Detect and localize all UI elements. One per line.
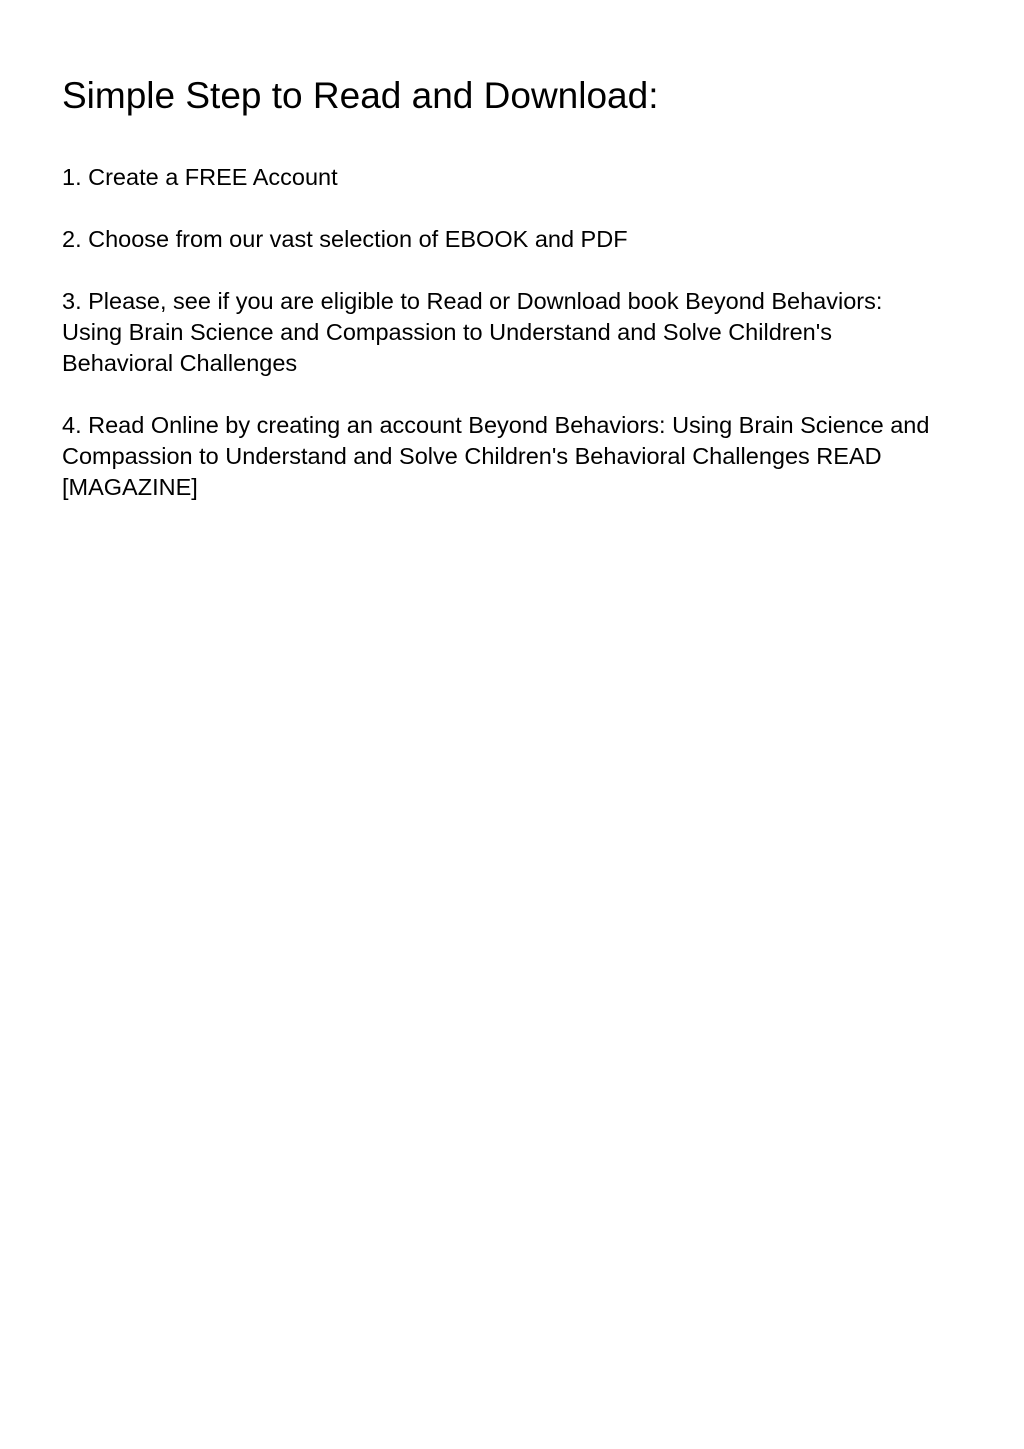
step-check-eligibility: 3. Please, see if you are eligible to Read or Download book Beyond Behaviors: Using Brain Science and Compassion to Understand and Solve Children's Behavioral Challenges (62, 288, 883, 376)
page-title: Simple Step to Read and Download: (62, 75, 659, 116)
step-create-account: 1. Create a FREE Account (62, 164, 338, 190)
step-choose-selection: 2. Choose from our vast selection of EBOOK and PDF (62, 226, 628, 252)
step-read-online: 4. Read Online by creating an account Beyond Behaviors: Using Brain Science and Compassion to Understand and Solve Children's Behavioral Challenges READ [MAGAZINE] (62, 412, 930, 500)
